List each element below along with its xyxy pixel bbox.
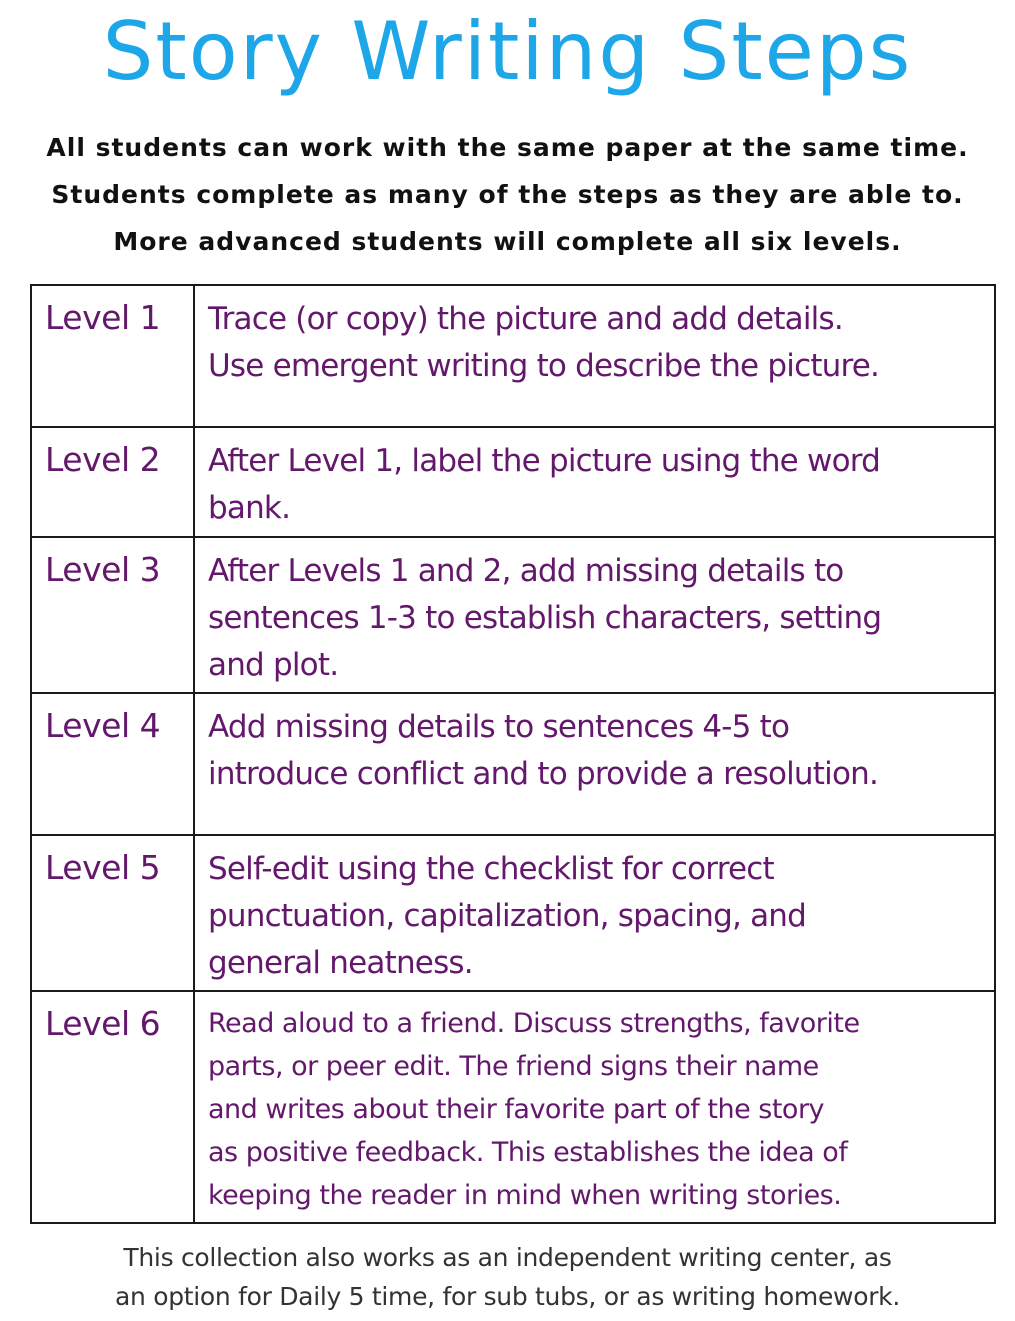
- level-row-6: [31, 991, 995, 1223]
- description-line: Use emergent writing to describe the picture.: [208, 348, 880, 384]
- level-label: Level 5: [31, 835, 194, 991]
- level-row-5: [31, 835, 995, 991]
- level-row-4: [31, 693, 995, 835]
- level-row-2: [31, 427, 995, 537]
- footer-note: [0, 1238, 1015, 1316]
- level-description: [194, 991, 995, 1223]
- level-label: Level 4: [31, 693, 194, 835]
- intro-line: Students complete as many of the steps as they are able to.: [51, 180, 964, 209]
- level-row-1: [31, 285, 995, 427]
- description-line: Self-edit using the checklist for correct: [208, 851, 774, 887]
- level-description: [194, 835, 995, 991]
- level-row-3: [31, 537, 995, 693]
- level-label: Level 3: [31, 537, 194, 693]
- level-description: [194, 693, 995, 835]
- description-line: Trace (or copy) the picture and add details.: [208, 301, 843, 337]
- level-description: [194, 427, 995, 537]
- footer-line: This collection also works as an independent writing center, as: [123, 1243, 892, 1272]
- description-line: After Levels 1 and 2, add missing details to: [208, 553, 844, 589]
- description-line: as positive feedback. This establishes the idea of: [208, 1137, 848, 1168]
- description-line: parts, or peer edit. The friend signs their name: [208, 1051, 819, 1082]
- description-line: After Level 1, label the picture using the word: [208, 443, 881, 479]
- level-label: Level 2: [31, 427, 194, 537]
- page-title: Story Writing Steps: [102, 5, 913, 98]
- level-label: Level 1: [31, 285, 194, 427]
- intro-line: All students can work with the same paper at the same time.: [46, 133, 969, 162]
- footer-line: an option for Daily 5 time, for sub tubs, or as writing homework.: [114, 1282, 901, 1311]
- description-line: sentences 1-3 to establish characters, setting: [208, 600, 882, 636]
- description-line: punctuation, capitalization, spacing, and: [208, 898, 807, 934]
- description-line: Read aloud to a friend. Discuss strengths, favorite: [208, 1008, 860, 1039]
- intro-text: [0, 124, 1015, 265]
- description-line: Add missing details to sentences 4-5 to: [208, 709, 790, 745]
- description-line: general neatness.: [208, 945, 473, 981]
- level-description: [194, 285, 995, 427]
- levels-table: [30, 284, 996, 1224]
- intro-line: More advanced students will complete all six levels.: [113, 227, 902, 256]
- description-line: and writes about their favorite part of the story: [208, 1094, 825, 1125]
- level-label: Level 6: [31, 991, 194, 1223]
- description-line: and plot.: [208, 647, 339, 683]
- level-description: [194, 537, 995, 693]
- description-line: keeping the reader in mind when writing stories.: [208, 1180, 842, 1211]
- description-line: introduce conflict and to provide a resolution.: [208, 756, 879, 792]
- description-line: bank.: [208, 490, 291, 526]
